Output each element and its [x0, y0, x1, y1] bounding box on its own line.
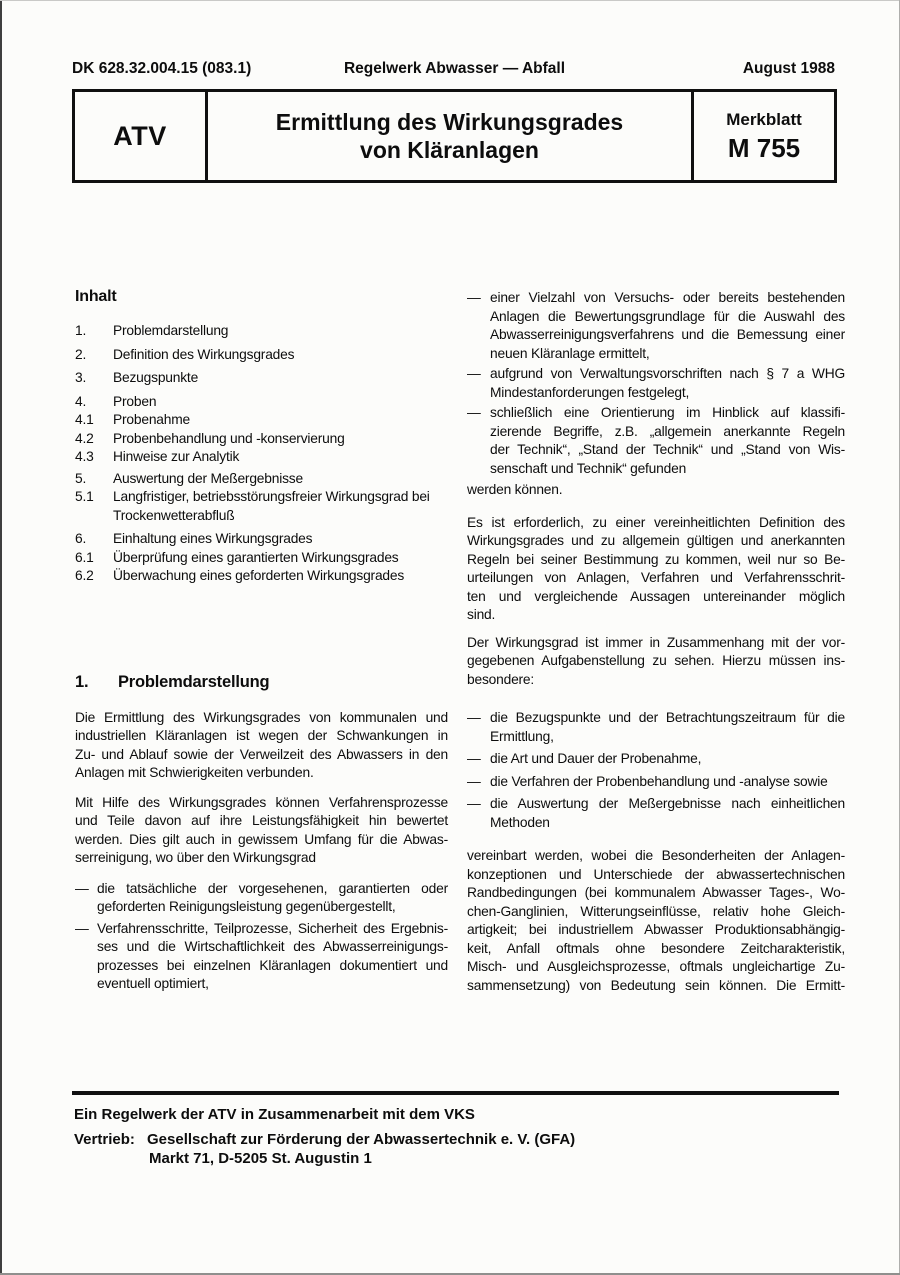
text-line: Randbedingungen (bei kommunalem Abwasser Tages-, Wo- — [467, 885, 845, 900]
document-title-line1: Ermittlung des Wirkungsgrades — [275, 109, 624, 135]
bullet-dash: — — [467, 796, 481, 811]
paragraph — [467, 847, 845, 995]
text-line: Mindestanforderungen festgelegt, — [490, 384, 690, 400]
document-id-cell — [694, 92, 834, 180]
document-number: M 755 — [727, 132, 801, 163]
text-line: die tatsächliche der vorgesehenen, garantierten oder — [97, 880, 448, 896]
toc-item-text — [113, 346, 448, 365]
toc-item — [75, 411, 448, 430]
bullet-item — [467, 773, 845, 792]
text-line: die Art und Dauer der Probenahme, — [490, 751, 702, 766]
toc-item-number: 5. — [75, 470, 87, 486]
toc-item-text — [113, 322, 448, 341]
toc-item-number: 2. — [75, 346, 87, 362]
bullet-dash: — — [75, 920, 89, 936]
text-line: urteilungen von Anlagen, Verfahren und Verfahrensschrit- — [467, 570, 845, 585]
paragraph — [467, 481, 845, 500]
toc-heading: Inhalt — [75, 288, 117, 305]
bullet-item — [467, 365, 845, 402]
text-line: Methoden — [490, 814, 550, 830]
text-line: und Teile davon auf ihre Leistungsfähigkeit hin bewertet — [75, 813, 448, 828]
bullet-text — [490, 773, 845, 792]
paragraph — [467, 634, 845, 690]
footer-distribution-line — [72, 1130, 839, 1149]
text-line: sammensetzung) von Bedeutung sein können. Die Ermitt- — [467, 977, 845, 993]
text-line: Regeln bei seiner Bestimmung zu kommen, weil nur so Be- — [467, 551, 845, 567]
series-title: Regelwerk Abwasser — Abfall — [343, 60, 566, 77]
text-line: die Auswertung der Meßergebnisse nach einheitlichen — [490, 796, 845, 811]
scan-edge-left — [0, 0, 2, 1275]
bullet-text — [97, 880, 448, 917]
text-line: besondere: — [467, 671, 535, 687]
section-1-heading — [75, 671, 448, 693]
text-line: werden. Dies gilt auch in gewissem Umfang für die Abwas- — [75, 831, 448, 847]
header-meta-row — [72, 60, 837, 80]
section-number: 1. — [75, 672, 89, 691]
toc-item-number: 3. — [75, 370, 87, 385]
bullet-text — [490, 750, 845, 769]
bullet-dash: — — [467, 773, 481, 789]
bullet-dash: — — [75, 880, 89, 896]
bullet-text — [490, 289, 845, 363]
bullet-item — [467, 709, 845, 746]
bullet-item — [467, 750, 845, 769]
text-line: einer Vielzahl von Versuchs- oder bereits bestehenden — [490, 290, 845, 305]
paragraph — [75, 794, 448, 868]
toc-item-number: 4.2 — [75, 430, 94, 446]
bullet-item — [467, 404, 845, 478]
toc-item-text — [113, 411, 448, 430]
toc-item-number: 6.1 — [75, 549, 94, 565]
toc-item-text — [113, 369, 448, 388]
toc-item — [75, 393, 448, 412]
bullet-dash: — — [467, 290, 481, 305]
toc-item — [75, 530, 448, 549]
text-line: Definition des Wirkungsgrades — [113, 346, 295, 362]
text-line: eventuell optimiert, — [97, 976, 209, 991]
text-line: Abwasserreinigungsverfahrens und die Bemessung einer — [490, 327, 845, 342]
dk-classification: DK 628.32.004.15 (083.1) — [72, 60, 252, 77]
bullet-item — [467, 289, 845, 363]
toc-item-number: 6. — [75, 531, 87, 546]
text-line: die Verfahren der Probenbehandlung und -analyse sowie — [490, 773, 828, 789]
text-line: ses und die Wirtschaftlichkeit des Abwasserreinigungs- — [97, 939, 448, 954]
toc-item — [75, 549, 448, 568]
text-line: konzeptionen und Unterschiede der abwassertechnischen — [467, 866, 845, 882]
toc-list — [75, 322, 448, 586]
text-line: Die Ermittlung des Wirkungsgrades von kommunalen und — [75, 709, 448, 725]
footer — [72, 1091, 839, 1168]
text-line: Probenahme — [113, 412, 191, 427]
text-line: Ermittlung, — [490, 728, 554, 744]
bullet-text — [490, 795, 845, 832]
scan-edge-top — [0, 0, 900, 1]
toc-item — [75, 346, 448, 365]
text-line: industriellen Kläranlagen ist wegen der Schwankungen in — [75, 728, 448, 743]
text-line: Mit Hilfe des Wirkungsgrades können Verfahrensprozesse — [75, 794, 448, 810]
text-line: Proben — [113, 393, 157, 409]
text-line: der Technik“, „Stand der Technik“ und „Stand von Wis- — [490, 442, 845, 457]
text-line: chen-Ganglinien, Witterungseinflüsse, relativ hohe Gleich- — [467, 903, 845, 919]
bullet-dash: — — [467, 405, 481, 420]
text-line: die Bezugspunkte und der Betrachtungszeitraum für die — [490, 710, 845, 725]
toc-item — [75, 470, 448, 489]
footer-address-line: Markt 71, D-5205 St. Augustin 1 — [149, 1150, 372, 1167]
text-line: Bezugspunkte — [113, 370, 199, 385]
bullet-item — [75, 920, 448, 994]
text-line: Zu- und Ablauf sowie der Verweilzeit des Abwassers in den — [75, 746, 448, 762]
text-line: gegebenen Aufgabenstellung zu sehen. Hierzu müssen ins- — [467, 653, 845, 668]
text-line: Misch- und Ausgleichsprozesse, oftmals ungleichartige Zu- — [467, 959, 845, 974]
toc-item-text — [113, 567, 448, 586]
text-line: sind. — [467, 607, 496, 622]
bullet-item — [75, 880, 448, 917]
toc-item-text — [113, 470, 448, 489]
text-line: artigkeit; bei industriellem Abwasser Produktionsabhängig- — [467, 922, 845, 937]
paragraph — [75, 709, 448, 783]
document-title — [208, 92, 694, 180]
toc-item — [75, 430, 448, 449]
text-line: serreinigung, wo über den Wirkungsgrad — [75, 850, 316, 865]
section-title: Problemdarstellung — [118, 672, 270, 691]
toc-item-number: 4.1 — [75, 412, 94, 427]
issue-date: August 1988 — [742, 60, 835, 77]
document-type-label: Merkblatt — [726, 109, 802, 129]
toc-item-number: 1. — [75, 323, 87, 338]
text-line: Langfristiger, betriebsstörungsfreier Wirkungsgrad bei — [113, 489, 430, 504]
text-line: Einhaltung eines Wirkungsgrades — [113, 531, 313, 546]
toc-item-text — [113, 430, 448, 449]
document-title-line2: von Kläranlagen — [360, 137, 539, 163]
bullet-item — [467, 795, 845, 832]
bullet-text — [490, 709, 845, 746]
bullet-dash: — — [467, 710, 481, 725]
toc-item — [75, 322, 448, 341]
paragraph — [467, 514, 845, 625]
text-line: Hinweise zur Analytik — [113, 449, 240, 464]
footer-rule — [72, 1091, 839, 1095]
text-line: geforderten Reinigungsleistung gegenübergestellt, — [97, 899, 396, 914]
text-line: keit, Anfall oftmals ohne besondere Zeitcharakteristik, — [467, 940, 845, 956]
text-line: Wirkungsgrades und zu allgemein gültigen und anerkannten — [467, 533, 845, 548]
bullet-text — [97, 920, 448, 994]
text-line: zierende Begriffe, z.B. „allgemein anerkannte Regeln — [490, 423, 845, 439]
title-box — [72, 89, 837, 183]
text-line: Überwachung eines geforderten Wirkungsgrades — [113, 568, 405, 583]
text-line: werden können. — [467, 482, 563, 497]
toc-item-text — [113, 488, 448, 525]
text-line: Verfahrensschritte, Teilprozesse, Sicherheit des Ergebnis- — [97, 920, 448, 936]
bullet-text — [490, 365, 845, 402]
text-line: Trockenwetterabfluß — [113, 507, 235, 523]
toc-item-text — [113, 549, 448, 568]
text-line: Überprüfung eines garantierten Wirkungsgrades — [113, 549, 399, 565]
org-abbreviation: ATV — [75, 92, 208, 180]
toc-item — [75, 488, 448, 525]
toc-item-number: 6.2 — [75, 568, 94, 583]
toc-item-text — [113, 530, 448, 549]
footer-regelwerk-line: Ein Regelwerk der ATV in Zusammenarbeit mit dem VKS — [74, 1106, 475, 1123]
text-line: Anlagen die Bewertungsgrundlage für die Auswahl des — [490, 308, 845, 324]
text-line: Auswertung der Meßergebnisse — [113, 470, 303, 486]
text-line: ten und vergleichende Aussagen untereinander möglich — [467, 588, 845, 604]
right-column — [467, 287, 845, 995]
bullet-dash: — — [467, 366, 481, 381]
text-line: vereinbart werden, wobei die Besonderheiten der Anlagen- — [467, 848, 845, 863]
toc-item — [75, 567, 448, 586]
text-line: senschaft und Technik“ gefunden — [490, 460, 687, 476]
text-line: Probenbehandlung und -konservierung — [113, 430, 345, 446]
distribution-organization: Gesellschaft zur Förderung der Abwassertechnik e. V. (GFA) — [147, 1131, 576, 1148]
toc-item — [75, 448, 448, 467]
toc-item-number: 5.1 — [75, 489, 94, 504]
text-line: prozesses bei einzelnen Kläranlagen dokumentiert und — [97, 957, 448, 973]
text-line: aufgrund von Verwaltungsvorschriften nach § 7 a WHG — [490, 366, 845, 381]
toc-item-text — [113, 448, 448, 467]
text-line: Problemdarstellung — [113, 323, 229, 338]
text-line: Es ist erforderlich, zu einer vereinheitlichten Definition des — [467, 514, 845, 530]
text-line: Anlagen mit Schwierigkeiten verbunden. — [75, 765, 314, 780]
bullet-text — [490, 404, 845, 478]
toc-item-text — [113, 393, 448, 412]
distribution-label: Vertrieb: — [74, 1131, 135, 1148]
text-line: schließlich eine Orientierung im Hinblick auf klassifi- — [490, 405, 845, 420]
toc-item — [75, 369, 448, 388]
text-line: Der Wirkungsgrad ist immer in Zusammenhang mit der vor- — [467, 634, 845, 650]
text-line: neuen Kläranlage ermittelt, — [490, 345, 650, 361]
toc-item-number: 4. — [75, 393, 87, 409]
toc-item-number: 4.3 — [75, 449, 94, 464]
left-column — [75, 287, 448, 994]
bullet-dash: — — [467, 751, 481, 766]
